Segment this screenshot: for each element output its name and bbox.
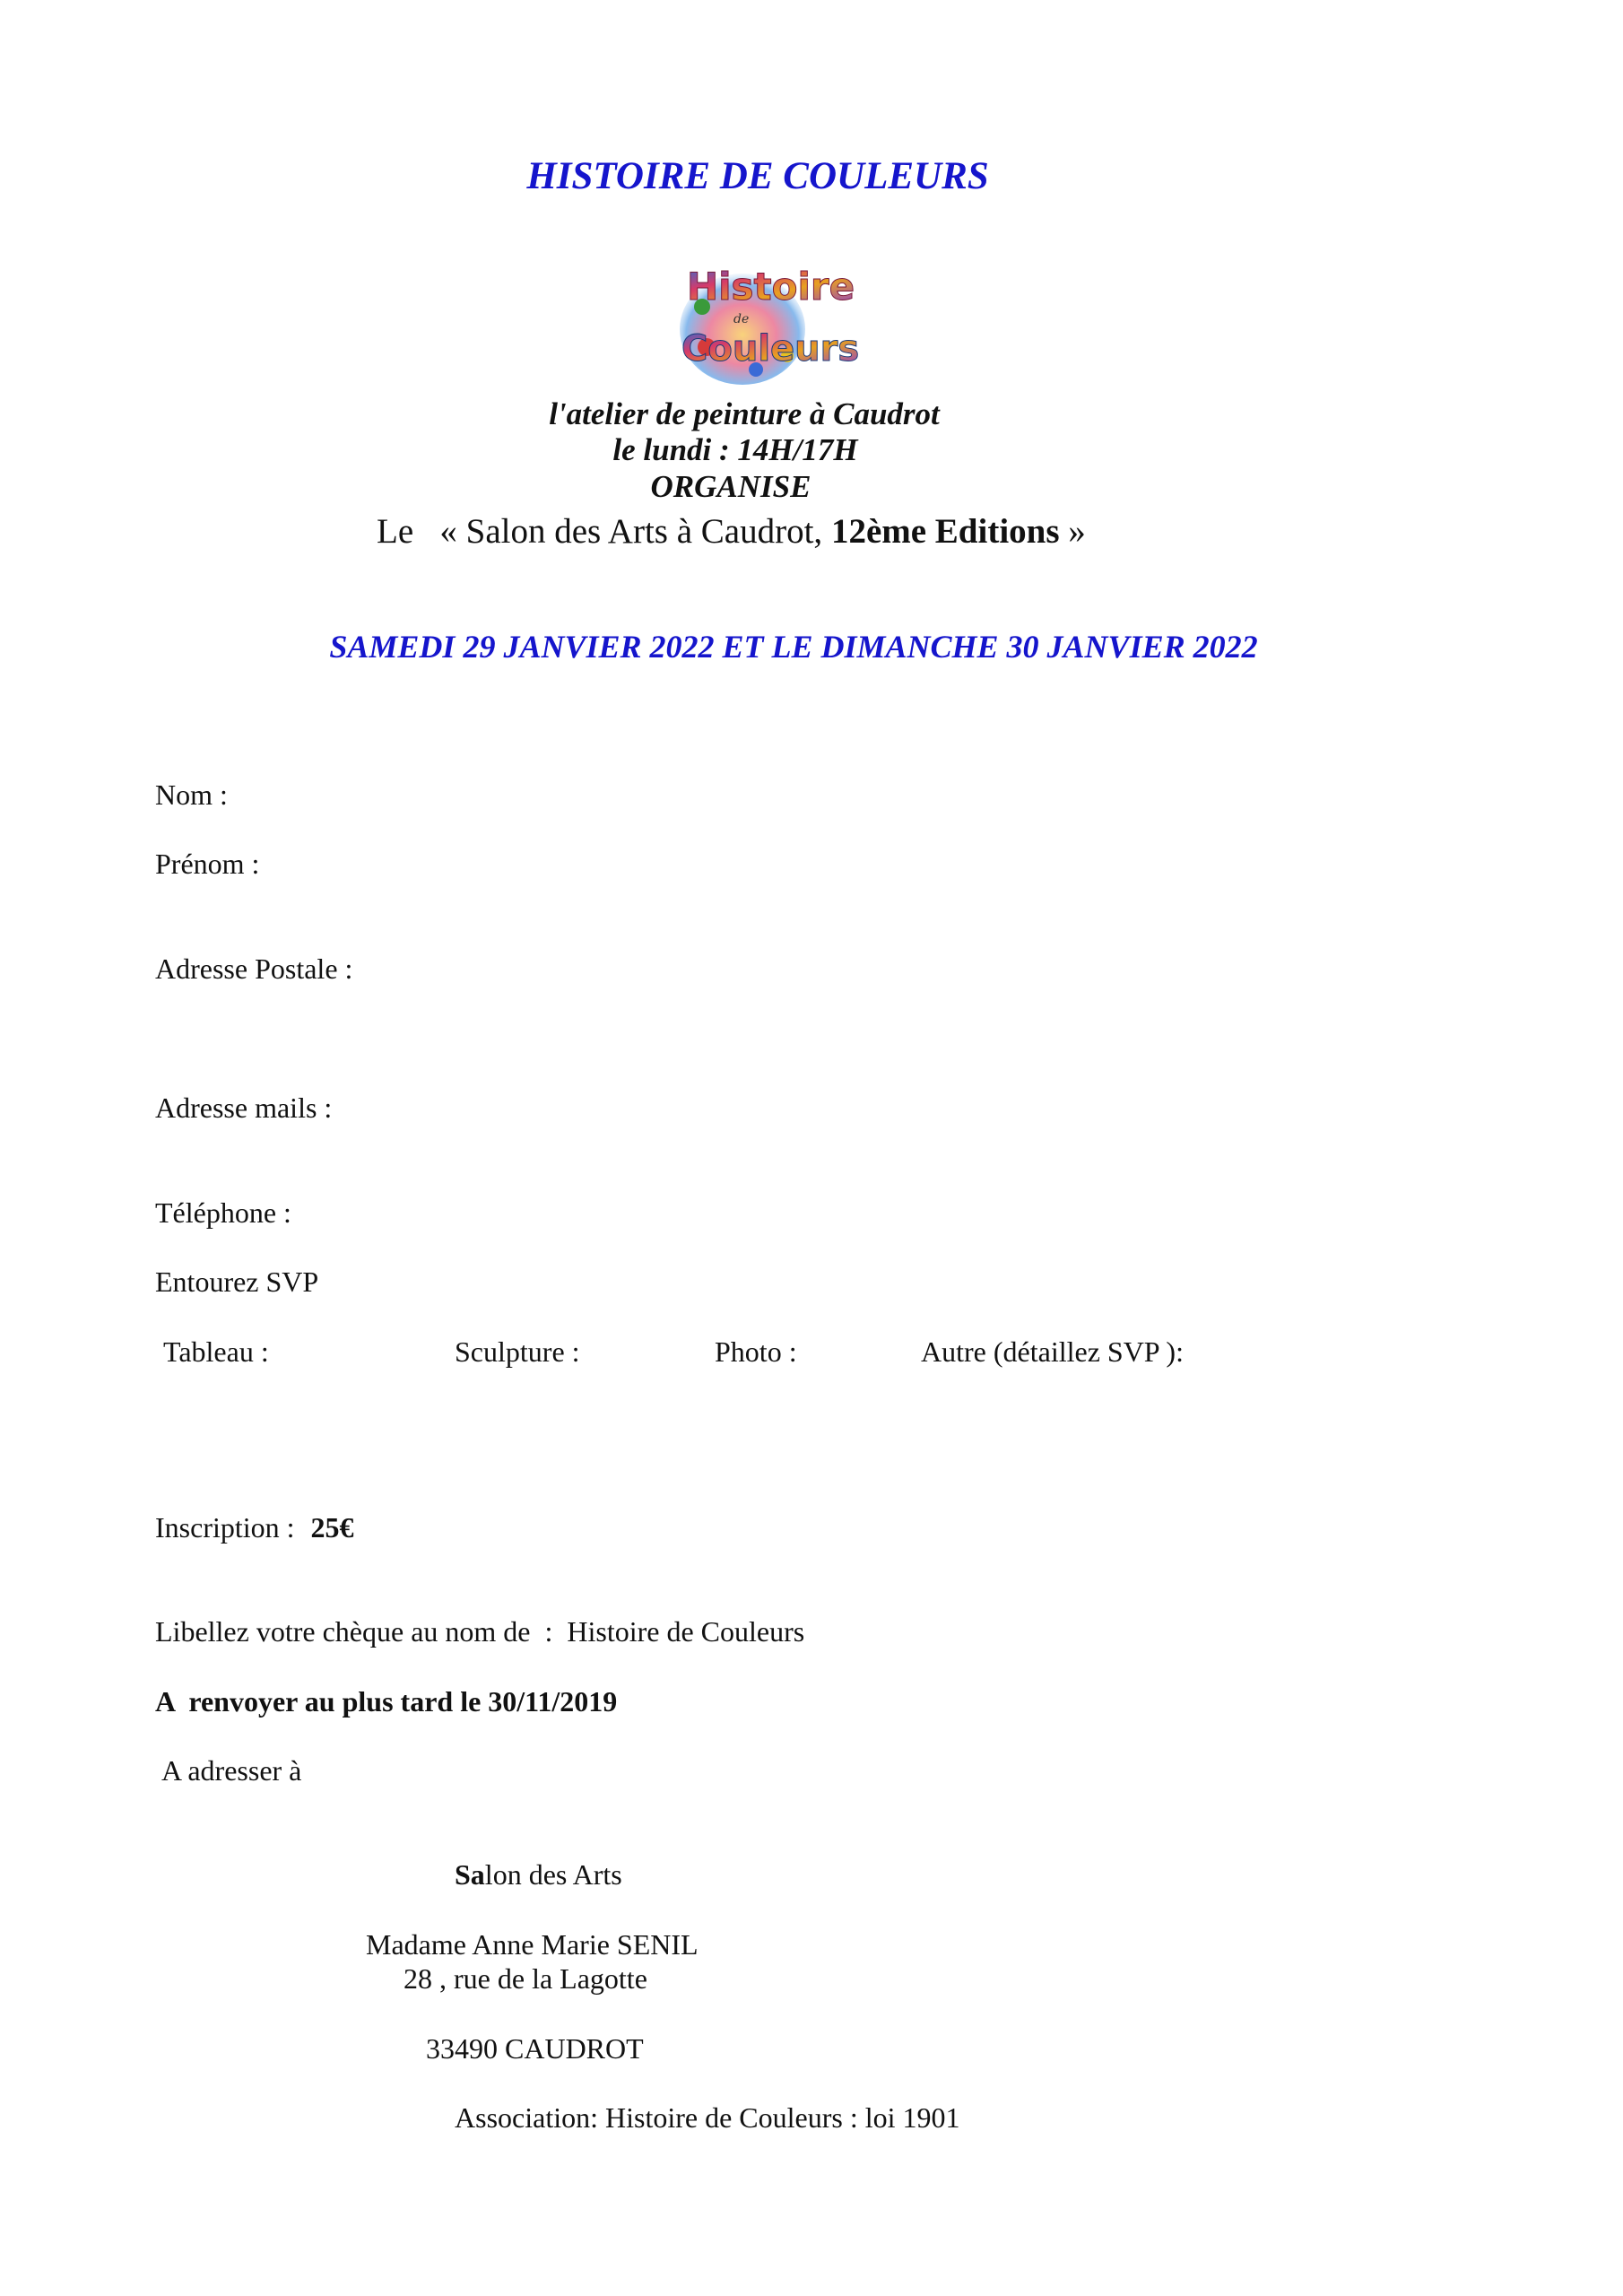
address-salon-rest: lon des Arts (484, 1858, 622, 1891)
cheque-instruction: Libellez votre chèque au nom de : Histoire de Couleurs (155, 1615, 805, 1648)
association-line: Association: Histoire de Couleurs : loi 1901 (455, 2101, 960, 2134)
salon-edition: 12ème Editions (830, 512, 1060, 551)
telephone-label: Téléphone : (155, 1196, 291, 1229)
category-sculpture: Sculpture : (455, 1335, 580, 1368)
category-autre: Autre (détaillez SVP ): (921, 1335, 1184, 1368)
svg-text:Couleurs: Couleurs (681, 328, 860, 370)
address-name: Madame Anne Marie SENIL (366, 1928, 699, 1961)
page-title: HISTOIRE DE COULEURS (526, 155, 989, 197)
category-photo: Photo : (715, 1335, 797, 1368)
entourez-label: Entourez SVP (155, 1265, 319, 1298)
svg-text:Histoire: Histoire (687, 265, 855, 309)
category-tableau: Tableau : (163, 1335, 269, 1368)
nom-label: Nom : (155, 778, 228, 811)
inscription-amount: 25€ (310, 1511, 354, 1544)
adresse-postale-label: Adresse Postale : (155, 952, 353, 985)
svg-text:de: de (733, 312, 750, 326)
atelier-line: l'atelier de peinture à Caudrot (549, 396, 940, 431)
address-salon-bold: Sa (455, 1858, 485, 1891)
prenom-label: Prénom : (155, 848, 260, 880)
salon-suffix: » (1059, 512, 1086, 551)
address-city: 33490 CAUDROT (426, 2032, 644, 2065)
event-dates: SAMEDI 29 JANVIER 2022 ET LE DIMANCHE 30 JANVIER 2022 (329, 629, 1258, 665)
adresser-line: A adresser à (161, 1754, 302, 1787)
organise-line: ORGANISE (650, 469, 812, 504)
address-street: 28 , rue de la Lagotte (404, 1962, 647, 1995)
inscription-label: Inscription : (155, 1511, 295, 1544)
histoire-de-couleurs-logo (671, 244, 860, 392)
salon-line (377, 511, 1086, 552)
adresse-mails-label: Adresse mails : (155, 1091, 333, 1124)
address-salon (455, 1858, 622, 1892)
deadline-line: A renvoyer au plus tard le 30/11/2019 (155, 1685, 618, 1718)
inscription-line (155, 1511, 354, 1544)
salon-prefix: Le « Salon des Arts à Caudrot, (377, 512, 831, 551)
schedule-line: le lundi : 14H/17H (612, 432, 858, 467)
